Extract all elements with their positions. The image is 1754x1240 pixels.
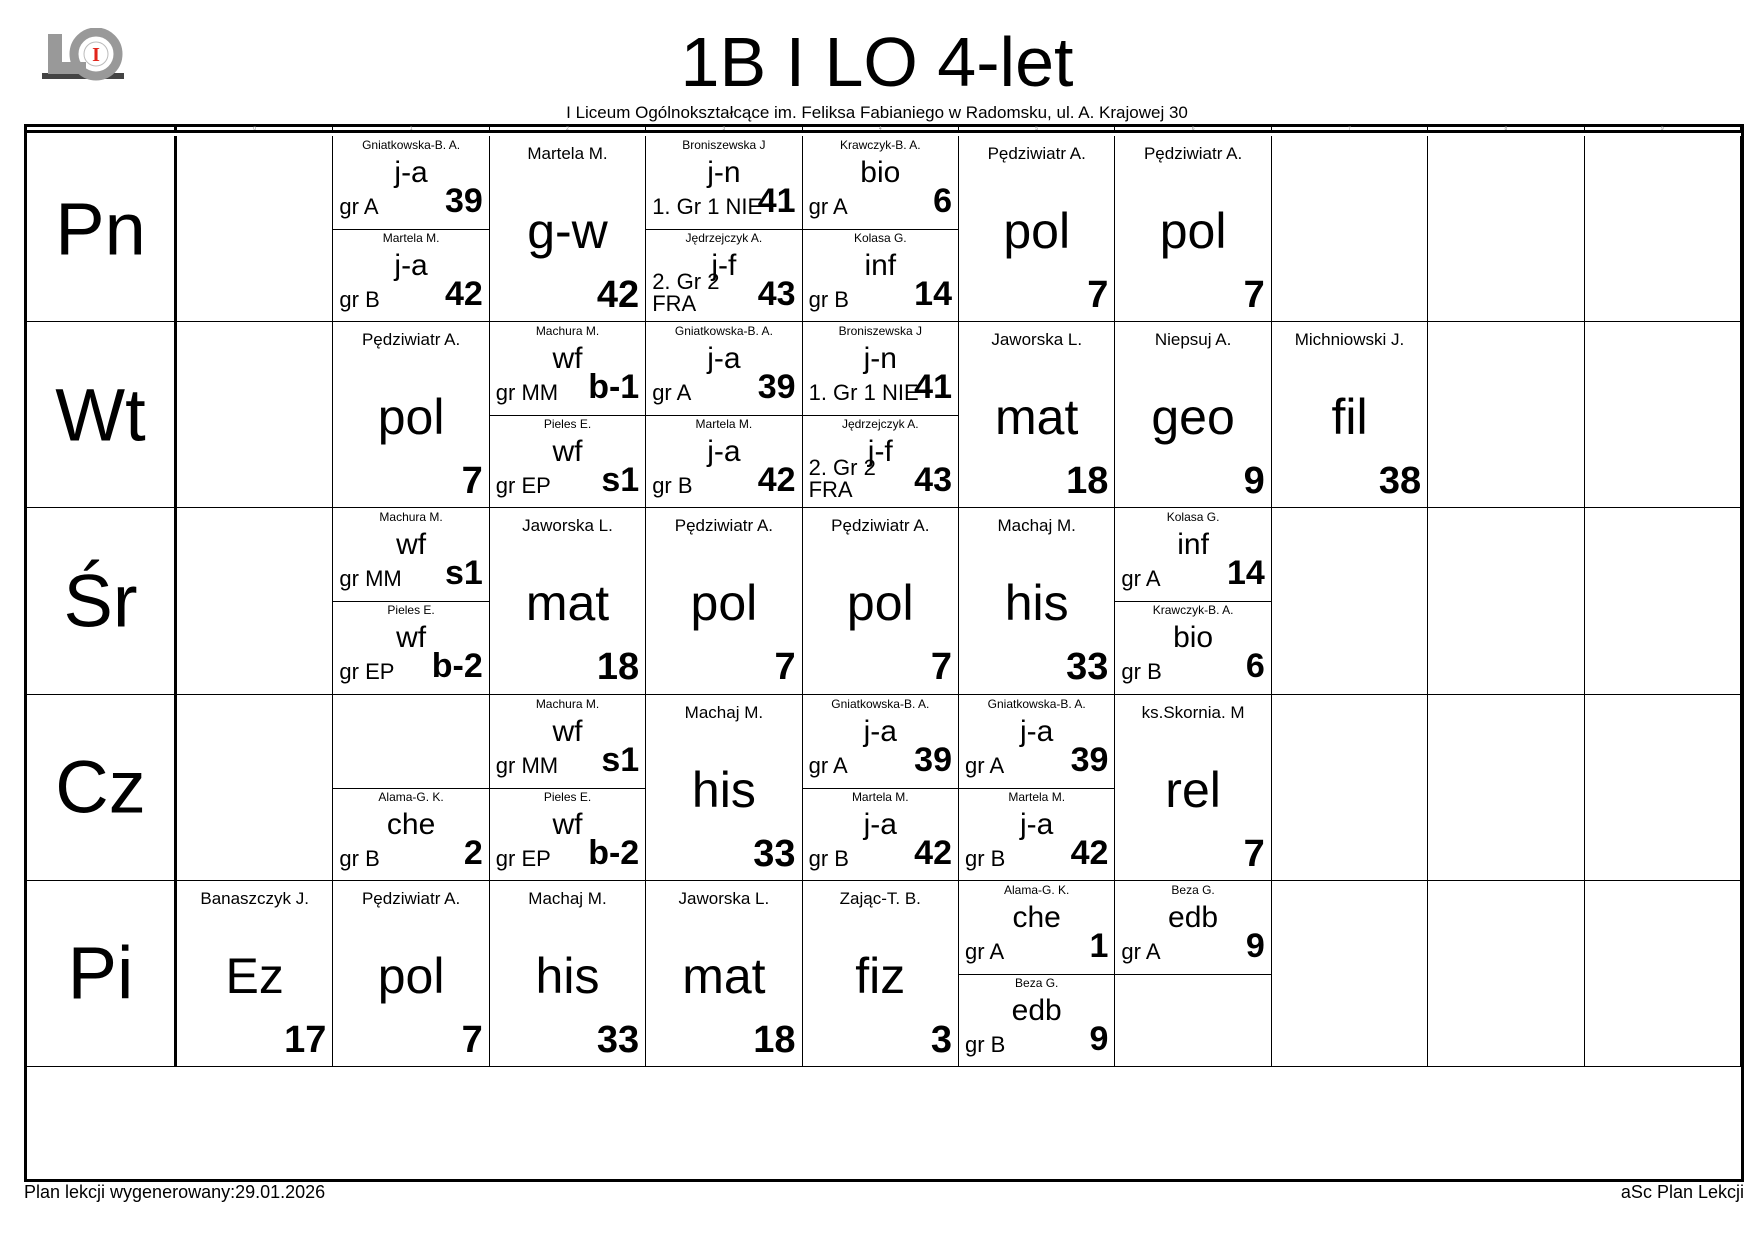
day-name: Wt bbox=[55, 373, 146, 457]
subject-code: pol bbox=[1159, 203, 1227, 259]
subject-code: fiz bbox=[855, 947, 906, 1004]
lesson-cell bbox=[490, 508, 646, 694]
teacher-name: Pędziwiatr A. bbox=[674, 516, 774, 536]
subject-code: his bbox=[691, 761, 756, 818]
room-number: 42 bbox=[1070, 833, 1109, 872]
room-number: 7 bbox=[461, 460, 483, 503]
lesson-cell bbox=[1428, 695, 1584, 881]
teacher-name: Machaj M. bbox=[997, 516, 1076, 536]
subject-code: Ez bbox=[225, 947, 284, 1004]
day-header bbox=[27, 322, 177, 508]
group-label: 2. Gr 2 FRA bbox=[652, 269, 720, 317]
room-number: 18 bbox=[753, 1018, 796, 1061]
room-number: s1 bbox=[601, 740, 640, 779]
subject-code: j-n bbox=[707, 156, 741, 189]
period-number: 6 bbox=[1191, 126, 1195, 132]
teacher-name: Beza G. bbox=[1171, 882, 1215, 897]
period-header bbox=[177, 127, 333, 133]
day-header bbox=[27, 881, 177, 1067]
room-number: 39 bbox=[757, 368, 796, 407]
day-header bbox=[27, 695, 177, 881]
room-number: 43 bbox=[914, 461, 952, 500]
day-header bbox=[27, 136, 177, 322]
subject-code: j-a bbox=[1020, 714, 1054, 748]
group-lesson bbox=[803, 322, 958, 416]
lesson-cell bbox=[646, 322, 802, 508]
teacher-name: Pieles E. bbox=[543, 789, 592, 804]
teacher-name: Zając-T. B. bbox=[839, 888, 921, 908]
teacher-name: Machura M. bbox=[379, 510, 443, 525]
room-number: 18 bbox=[596, 646, 640, 689]
group-label: gr MM bbox=[495, 752, 559, 778]
subject-code: edb bbox=[1168, 900, 1219, 934]
subject-code: wf bbox=[552, 435, 583, 469]
teacher-name: ks.Skornia. M bbox=[1141, 702, 1245, 722]
lesson-cell bbox=[1585, 136, 1741, 322]
group-lesson bbox=[490, 788, 645, 881]
teacher-name: Gniatkowska-B. A. bbox=[674, 324, 773, 339]
room-number: 41 bbox=[757, 182, 796, 220]
group-label: gr B bbox=[1121, 659, 1162, 685]
subject-code: j-n bbox=[863, 342, 897, 376]
group-lesson bbox=[490, 415, 645, 508]
teacher-name: Pędziwiatr A. bbox=[361, 330, 461, 350]
room-number: 7 bbox=[774, 646, 796, 689]
teacher-name: Jędrzejczyk A. bbox=[841, 417, 919, 432]
group-label: gr B bbox=[965, 845, 1006, 871]
group-label: gr EP bbox=[495, 845, 551, 871]
subject-code: his bbox=[535, 947, 600, 1004]
subject-code: his bbox=[1004, 575, 1069, 632]
group-lesson bbox=[333, 508, 488, 602]
subject-code: j-a bbox=[394, 249, 428, 283]
period-number: 5 bbox=[1035, 126, 1039, 132]
subject-code: mat bbox=[995, 389, 1079, 446]
generated-date: Plan lekcji wygenerowany:29.01.2026 bbox=[24, 1182, 326, 1202]
subject-code: j-a bbox=[707, 342, 741, 376]
teacher-name: Broniszewska J bbox=[682, 138, 766, 152]
lesson-cell bbox=[959, 136, 1115, 322]
lesson-cell bbox=[1428, 322, 1584, 508]
subject-code: pol bbox=[846, 575, 914, 632]
group-lesson bbox=[646, 322, 801, 416]
teacher-name: Machura M. bbox=[535, 324, 600, 339]
teacher-name: Gniatkowska-B. A. bbox=[362, 138, 461, 152]
teacher-name: Beza G. bbox=[1015, 975, 1059, 990]
lesson-cell bbox=[177, 695, 333, 881]
group-lesson bbox=[959, 788, 1114, 881]
group-lesson bbox=[333, 229, 488, 322]
group-lesson bbox=[1115, 508, 1270, 602]
subject-code: j-a bbox=[863, 714, 897, 748]
teacher-name: Machaj M. bbox=[528, 888, 607, 908]
lesson-cell bbox=[177, 508, 333, 694]
room-number: 7 bbox=[1243, 832, 1265, 875]
day-name: Cz bbox=[55, 745, 146, 829]
room-number: b-2 bbox=[431, 647, 483, 686]
room-number: 39 bbox=[914, 740, 952, 779]
room-number: 1 bbox=[1089, 926, 1109, 965]
teacher-name: Kolasa G. bbox=[1166, 510, 1220, 525]
teacher-name: Jaworska L. bbox=[678, 888, 770, 908]
lesson-cell bbox=[803, 508, 959, 694]
lesson-cell bbox=[646, 136, 802, 322]
lesson-cell bbox=[1428, 136, 1584, 322]
lesson-cell bbox=[1272, 508, 1428, 694]
room-number: 7 bbox=[1243, 274, 1265, 316]
lesson-cell bbox=[959, 508, 1115, 694]
teacher-name: Krawczyk-B. A. bbox=[1152, 603, 1234, 618]
brand-label: aSc Plan Lekcji bbox=[1620, 1182, 1744, 1202]
lesson-cell bbox=[490, 136, 646, 322]
subject-code: pol bbox=[690, 575, 758, 632]
lesson-cell bbox=[646, 695, 802, 881]
period-number: 7 bbox=[1348, 126, 1351, 132]
group-lesson bbox=[803, 695, 958, 789]
teacher-name: Kolasa G. bbox=[853, 231, 907, 246]
room-number: 14 bbox=[1226, 554, 1265, 593]
group-label: gr A bbox=[1121, 566, 1161, 592]
subject-code: pol bbox=[377, 389, 445, 446]
lesson-cell bbox=[1115, 322, 1271, 508]
group-lesson bbox=[803, 788, 958, 881]
teacher-name: Pieles E. bbox=[543, 417, 592, 432]
room-number: 2 bbox=[463, 833, 483, 872]
room-number: 38 bbox=[1378, 460, 1422, 503]
room-number: 9 bbox=[1089, 1019, 1109, 1058]
subject-code: pol bbox=[1003, 203, 1071, 259]
lesson-cell bbox=[1585, 508, 1741, 694]
group-label: gr MM bbox=[495, 380, 559, 406]
group-label: gr MM bbox=[339, 566, 402, 592]
teacher-name: Martela M. bbox=[382, 231, 440, 246]
lesson-cell bbox=[177, 322, 333, 508]
lesson-cell bbox=[959, 322, 1115, 508]
teacher-name: Pędziwiatr A. bbox=[831, 516, 930, 536]
teacher-name: Gniatkowska-B. A. bbox=[987, 696, 1086, 711]
subject-code: wf bbox=[552, 714, 583, 748]
period-header bbox=[1115, 127, 1271, 133]
group-lesson bbox=[333, 601, 488, 694]
subject-code: fil bbox=[1331, 389, 1368, 446]
room-number: 42 bbox=[444, 275, 483, 314]
day-name: Pn bbox=[55, 187, 146, 271]
subject-code: geo bbox=[1151, 389, 1235, 446]
group-lesson bbox=[803, 229, 958, 322]
lesson-cell bbox=[1115, 695, 1271, 881]
subject-code: wf bbox=[396, 621, 427, 655]
teacher-name: Alama-G. K. bbox=[1004, 882, 1070, 897]
group-lesson bbox=[1115, 881, 1270, 975]
teacher-name: Michniowski J. bbox=[1294, 330, 1405, 350]
subject-code: edb bbox=[1011, 993, 1062, 1027]
teacher-name: Martela M. bbox=[1008, 789, 1066, 804]
subject-code: mat bbox=[682, 947, 766, 1004]
teacher-name: Pędziwiatr A. bbox=[987, 144, 1086, 163]
room-number: 18 bbox=[1066, 460, 1109, 503]
lesson-cell bbox=[490, 322, 646, 508]
group-label: gr B bbox=[339, 845, 380, 871]
subject-code: j-f bbox=[867, 435, 893, 469]
room-number: 42 bbox=[914, 833, 952, 872]
period-header bbox=[959, 127, 1115, 133]
subject-code: j-a bbox=[1020, 807, 1054, 841]
subject-code: pol bbox=[377, 947, 445, 1004]
subject-code: wf bbox=[396, 528, 427, 562]
group-label: gr A bbox=[1121, 938, 1161, 964]
teacher-name: Martela M. bbox=[695, 417, 753, 432]
room-number: 39 bbox=[1070, 740, 1109, 779]
period-header bbox=[1272, 127, 1428, 133]
lesson-cell bbox=[959, 881, 1115, 1067]
lesson-cell bbox=[490, 695, 646, 881]
lesson-cell bbox=[333, 322, 489, 508]
teacher-name: Gniatkowska-B. A. bbox=[831, 696, 930, 711]
teacher-name: Pędziwiatr A. bbox=[361, 888, 461, 908]
teacher-name: Banaszczyk J. bbox=[200, 888, 310, 908]
subject-code: wf bbox=[552, 342, 583, 376]
group-label: gr EP bbox=[339, 659, 395, 685]
room-number: 33 bbox=[753, 832, 796, 875]
lesson-cell bbox=[1272, 881, 1428, 1067]
day-name: Pi bbox=[67, 931, 134, 1015]
group-label: gr A bbox=[652, 380, 692, 406]
page-title: 1B I LO 4-let bbox=[680, 23, 1074, 101]
room-number: 41 bbox=[914, 368, 952, 407]
group-lesson bbox=[1115, 601, 1270, 694]
subject-code: inf bbox=[1177, 528, 1209, 562]
teacher-name: Pędziwiatr A. bbox=[1143, 144, 1243, 163]
lesson-cell bbox=[646, 881, 802, 1067]
group-lesson bbox=[646, 229, 801, 322]
lesson-cell bbox=[803, 881, 959, 1067]
room-number: 14 bbox=[914, 275, 952, 314]
subject-code: j-a bbox=[394, 156, 428, 189]
room-number: 6 bbox=[933, 182, 952, 220]
group-label: gr B bbox=[808, 287, 849, 313]
empty-half bbox=[1115, 974, 1270, 1067]
teacher-name: Krawczyk-B. A. bbox=[839, 138, 921, 152]
lesson-cell bbox=[1272, 322, 1428, 508]
subject-code: che bbox=[1012, 900, 1061, 934]
room-number: 6 bbox=[1245, 647, 1265, 686]
teacher-name: Jaworska L. bbox=[522, 516, 613, 536]
subject-code: wf bbox=[552, 807, 583, 841]
group-label: 1. Gr 1 NIE bbox=[652, 194, 763, 219]
group-lesson bbox=[803, 136, 958, 230]
lesson-cell bbox=[1585, 322, 1741, 508]
lesson-cell bbox=[959, 695, 1115, 881]
group-lesson bbox=[333, 136, 488, 230]
group-lesson bbox=[959, 695, 1114, 789]
teacher-name: Jędrzejczyk A. bbox=[685, 231, 763, 246]
lesson-cell bbox=[177, 136, 333, 322]
period-header bbox=[1585, 127, 1741, 133]
group-label: gr B bbox=[652, 473, 693, 499]
lesson-cell bbox=[1115, 508, 1271, 694]
room-number: 9 bbox=[1243, 460, 1265, 503]
teacher-name: Martela M. bbox=[527, 144, 608, 163]
lesson-cell bbox=[1272, 695, 1428, 881]
subject-code: inf bbox=[864, 249, 897, 283]
period-number: 2 bbox=[566, 126, 569, 132]
lesson-cell bbox=[803, 136, 959, 322]
group-lesson bbox=[803, 415, 958, 508]
group-label: gr EP bbox=[495, 473, 551, 499]
room-number: b-2 bbox=[588, 833, 640, 872]
room-number: s1 bbox=[601, 461, 640, 500]
lesson-cell bbox=[333, 508, 489, 694]
period-number: 0 bbox=[253, 126, 257, 132]
room-number: b-1 bbox=[588, 368, 640, 407]
group-lesson bbox=[646, 136, 801, 230]
lesson-cell bbox=[333, 881, 489, 1067]
period-header bbox=[646, 127, 802, 133]
lesson-cell bbox=[490, 881, 646, 1067]
group-label: gr A bbox=[339, 194, 379, 219]
group-label: gr A bbox=[965, 938, 1005, 964]
subject-code: che bbox=[386, 807, 436, 841]
group-label: gr B bbox=[965, 1031, 1006, 1057]
subject-code: bio bbox=[860, 156, 901, 189]
subject-code: j-a bbox=[863, 807, 897, 841]
teacher-name: Machura M. bbox=[535, 696, 600, 711]
subject-code: rel bbox=[1165, 761, 1221, 818]
timetable-grid bbox=[24, 124, 1744, 1182]
subject-code: j-a bbox=[707, 435, 741, 469]
group-lesson bbox=[959, 974, 1114, 1067]
group-lesson bbox=[959, 881, 1114, 975]
teacher-name: Niepsuj A. bbox=[1154, 330, 1232, 350]
group-label: gr B bbox=[808, 845, 849, 871]
lesson-cell bbox=[333, 136, 489, 322]
lesson-cell bbox=[1428, 508, 1584, 694]
empty-half bbox=[333, 695, 488, 789]
lesson-cell bbox=[177, 881, 333, 1067]
group-lesson bbox=[646, 415, 801, 508]
teacher-name: Martela M. bbox=[851, 789, 909, 804]
room-number: 7 bbox=[461, 1018, 483, 1061]
day-header bbox=[27, 508, 177, 694]
group-lesson bbox=[490, 322, 645, 416]
period-header bbox=[490, 127, 646, 133]
room-number: 7 bbox=[1087, 274, 1109, 316]
day-name: Śr bbox=[63, 559, 138, 643]
teacher-name: Pieles E. bbox=[387, 603, 435, 618]
group-label: gr A bbox=[808, 752, 848, 778]
room-number: 33 bbox=[1066, 646, 1109, 689]
period-number: 8 bbox=[1504, 126, 1508, 132]
group-label: gr A bbox=[965, 752, 1005, 778]
period-number: 4 bbox=[878, 126, 882, 132]
teacher-name: Broniszewska J bbox=[838, 324, 922, 339]
group-label: 2. Gr 2 FRA bbox=[808, 455, 876, 503]
teacher-name: Jaworska L. bbox=[991, 330, 1083, 350]
lesson-cell bbox=[803, 322, 959, 508]
room-number: 39 bbox=[444, 182, 483, 220]
lesson-cell bbox=[1115, 881, 1271, 1067]
group-label: gr A bbox=[808, 194, 848, 219]
school-subtitle: I Liceum Ogólnokształcące im. Feliksa Fabianiego w Radomsku, ul. A. Krajowej 30 bbox=[566, 103, 1188, 122]
teacher-name: Machaj M. bbox=[684, 702, 764, 722]
lesson-cell bbox=[646, 508, 802, 694]
group-lesson bbox=[333, 788, 488, 881]
room-number: 3 bbox=[930, 1018, 952, 1061]
room-number: 33 bbox=[596, 1018, 640, 1061]
lesson-cell bbox=[333, 695, 489, 881]
room-number: 42 bbox=[596, 274, 640, 316]
subject-code: mat bbox=[525, 575, 610, 632]
subject-code: j-f bbox=[711, 249, 737, 283]
teacher-name: Alama-G. K. bbox=[378, 789, 444, 804]
group-lesson bbox=[490, 695, 645, 789]
lesson-cell bbox=[1115, 136, 1271, 322]
period-number: 1 bbox=[409, 126, 413, 132]
room-number: 17 bbox=[284, 1018, 327, 1061]
room-number: 9 bbox=[1245, 926, 1265, 965]
lesson-cell bbox=[1585, 881, 1741, 1067]
lesson-cell bbox=[1272, 136, 1428, 322]
subject-code: bio bbox=[1173, 621, 1214, 655]
lesson-cell bbox=[803, 695, 959, 881]
room-number: 7 bbox=[930, 646, 952, 689]
period-header bbox=[803, 127, 959, 133]
room-number: s1 bbox=[444, 554, 483, 593]
lesson-cell bbox=[1585, 695, 1741, 881]
room-number: 43 bbox=[757, 275, 796, 314]
period-number: 9 bbox=[1660, 126, 1664, 132]
room-number: 42 bbox=[757, 461, 796, 500]
period-header bbox=[1428, 127, 1584, 133]
group-label: 1. Gr 1 NIE bbox=[808, 380, 919, 406]
period-header bbox=[333, 127, 489, 133]
lesson-cell bbox=[1428, 881, 1584, 1067]
period-number: 3 bbox=[722, 126, 726, 132]
header-corner bbox=[27, 127, 177, 133]
svg-text:I: I bbox=[92, 44, 100, 66]
group-label: gr B bbox=[339, 287, 380, 313]
subject-code: g-w bbox=[527, 203, 608, 259]
